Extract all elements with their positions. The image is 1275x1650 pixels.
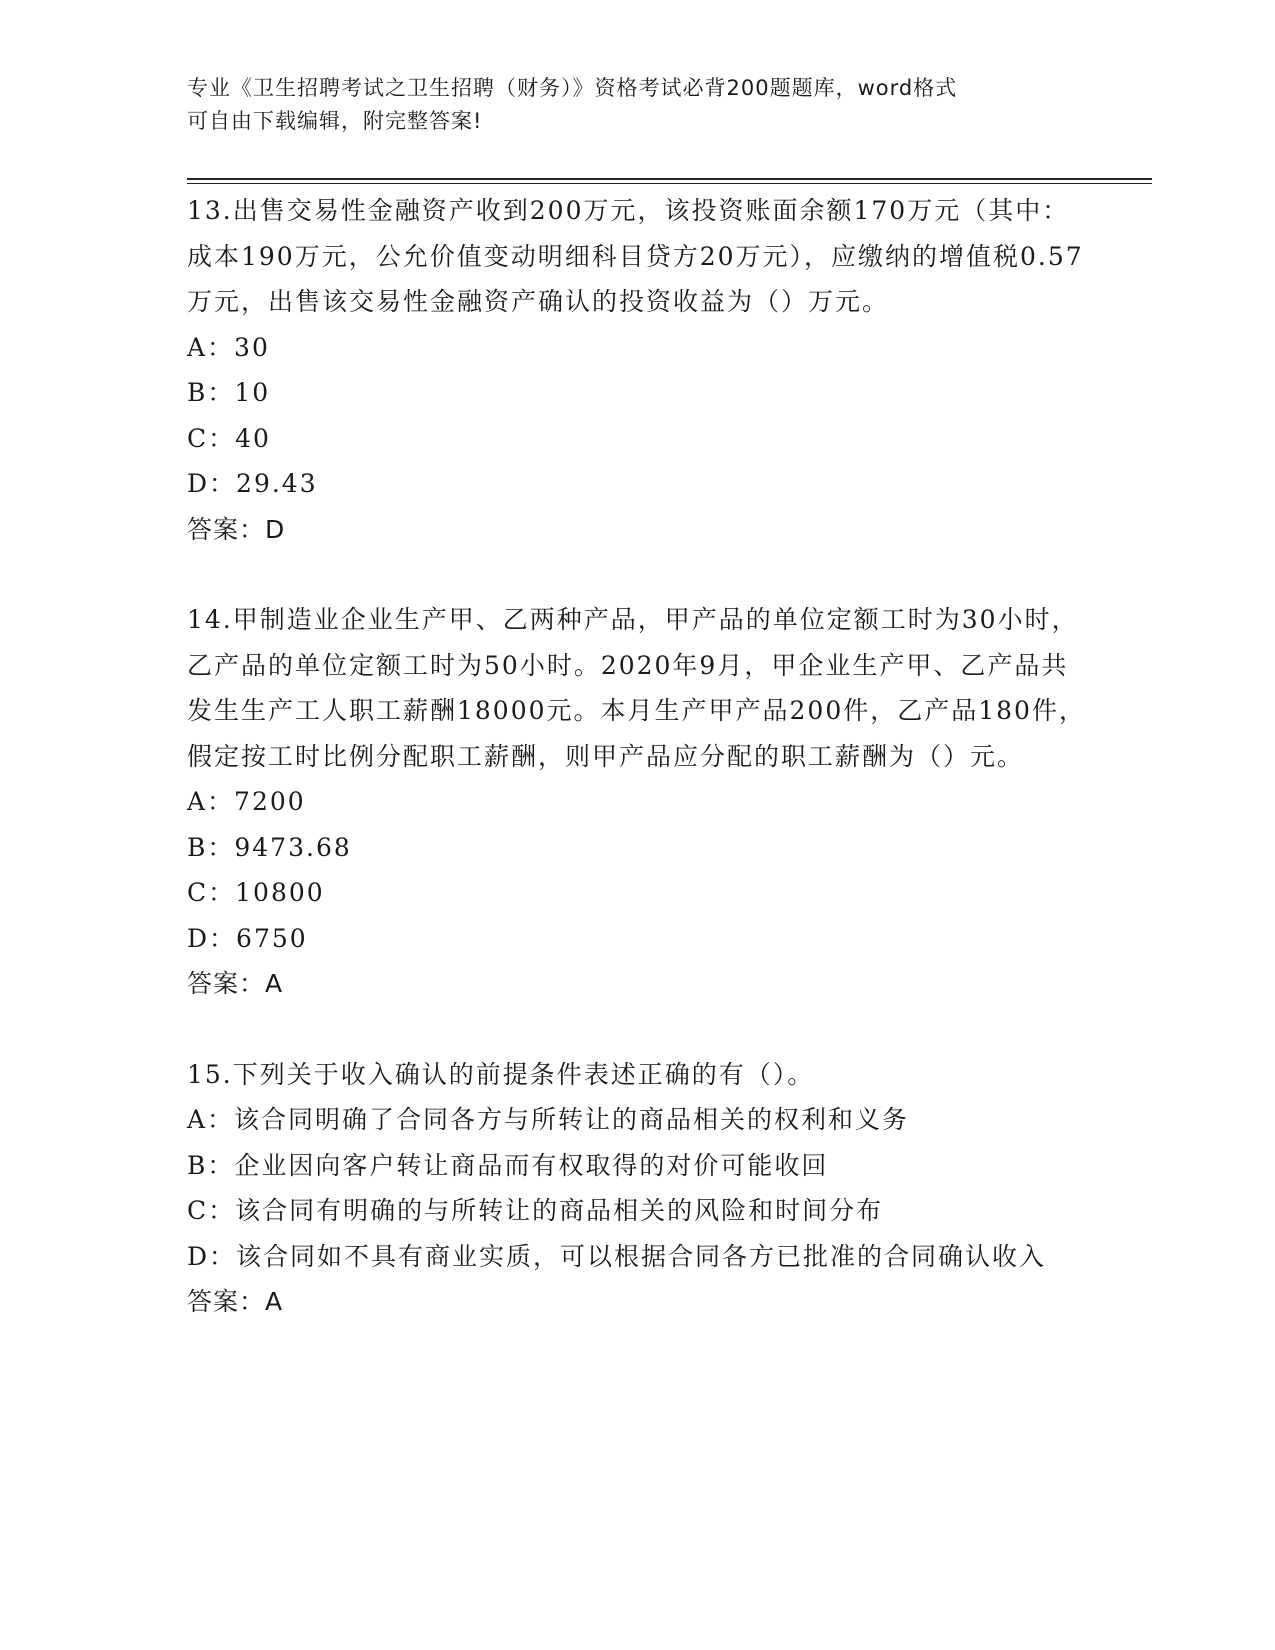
answer: 答案：A <box>187 1287 284 1316</box>
option-d: D：6750 <box>187 923 308 953</box>
question-stem: 14.甲制造业企业生产甲、乙两种产品，甲产品的单位定额工时为30小时，乙产品的单位定额工时为50小时。2020年9月，甲企业生产甲、乙产品共发生生产工人职工薪酬18000元。本月生产甲产品200件，乙产品180件，假定按工时比例分配职工薪酬，则甲产品应分配的职工薪酬为（）元。 <box>187 605 1086 771</box>
option-d: D：29.43 <box>187 469 318 498</box>
document-header <box>187 72 1067 138</box>
header-line-2: 可自由下载编辑，附完整答案! <box>187 109 483 133</box>
question-15 <box>187 1052 1087 1325</box>
question-13 <box>187 188 1087 552</box>
header-line-1: 专业《卫生招聘考试之卫生招聘（财务）》资格考试必背200题题库，word格式 <box>187 76 958 100</box>
question-14 <box>187 597 1087 1007</box>
option-b: B：10 <box>187 378 271 407</box>
option-c: C：10800 <box>187 878 325 907</box>
option-d: D：该合同如不具有商业实质，可以根据合同各方已批准的合同确认收入 <box>187 1241 1047 1271</box>
header-rule-thick <box>187 178 1152 180</box>
answer: 答案：D <box>187 514 286 544</box>
option-b: B：企业因向客户转让商品而有权取得的对价可能收回 <box>187 1150 829 1180</box>
answer: 答案：A <box>187 969 284 998</box>
question-stem: 15.下列关于收入确认的前提条件表述正确的有（）。 <box>187 1059 815 1089</box>
question-list <box>187 188 1087 1325</box>
option-a: A：该合同明确了合同各方与所转让的商品相关的权利和义务 <box>187 1105 910 1134</box>
question-stem: 13.出售交易性金融资产收到200万元，该投资账面余额170万元（其中：成本190万元，公允价值变动明细科目贷方20万元），应缴纳的增值税0.57万元，出售该交易性金融资产确认的投资收益为（）万元。 <box>187 196 1084 316</box>
option-a: A：7200 <box>187 787 306 816</box>
option-c: C：该合同有明确的与所转让的商品相关的风险和时间分布 <box>187 1196 884 1225</box>
header-rule-thin <box>187 183 1152 184</box>
option-c: C：40 <box>187 423 271 453</box>
option-a: A：30 <box>187 332 270 362</box>
option-b: B：9473.68 <box>187 832 352 862</box>
